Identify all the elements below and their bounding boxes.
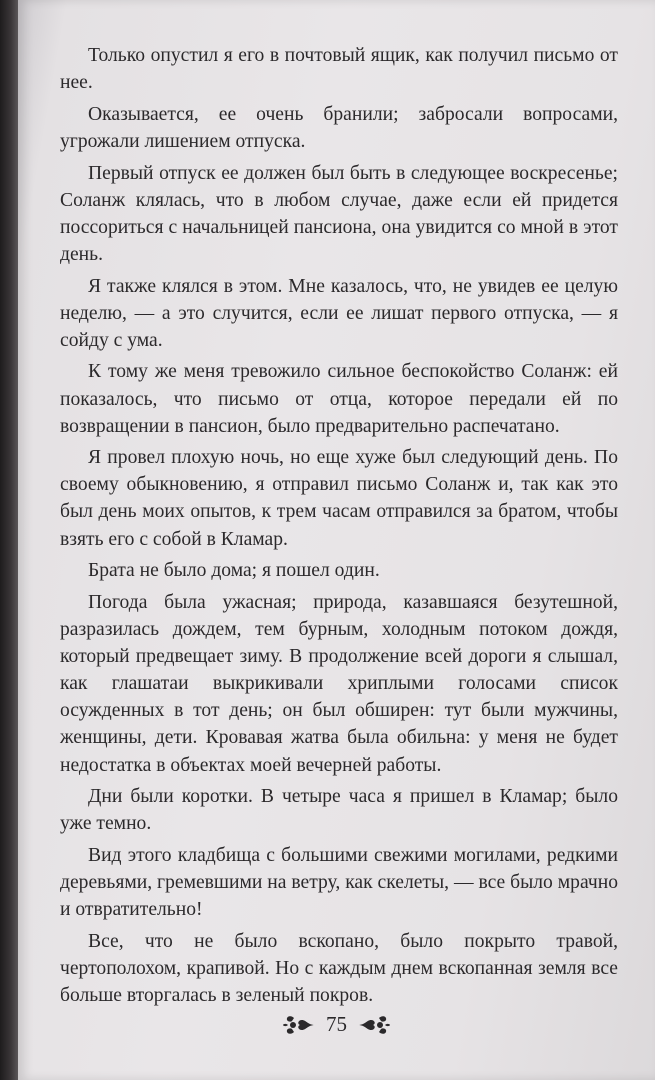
page-number: 75 [326, 1012, 347, 1036]
page-footer [18, 1012, 655, 1037]
book-page [18, 0, 655, 1080]
paragraph-10: Вид этого кладбища с большими свежими могилами, редкими деревьями, гремевшими на ветру, как скелеты, — все было мрачно и отвратительно! [60, 844, 618, 921]
fleuron-left-icon [282, 1014, 316, 1036]
fleuron-right-icon [357, 1014, 391, 1036]
paragraph-2: Оказывается, ее очень бранили; забросали вопросами, угрожали лишением отпуска. [60, 103, 618, 152]
paragraph-9: Дни были коротки. В четыре часа я пришел в Кламар; было уже темно. [60, 786, 618, 835]
paragraph-5: К тому же меня тревожило сильное беспокойство Соланж: ей показалось, что письмо от отца, которое передали ей по возвращении в пансион, было предварительно распечатано. [60, 361, 618, 437]
book-spine-edge [0, 0, 18, 1080]
paragraph-1: Только опустил я его в почтовый ящик, как получил письмо от нее. [60, 45, 618, 94]
paragraph-7: Брата не было дома; я пошел один. [88, 560, 380, 582]
body-text [60, 42, 618, 1014]
paragraph-11: Все, что не было вскопано, было покрыто травой, чертополохом, крапивой. Но с каждым днем вскопанная земля все больше вторгалась в зеленый покров. [60, 930, 618, 1007]
paragraph-8: Погода была ужасная; природа, казавшаяся безутешной, разразилась дождем, тем бурным, холодным потоком дождя, который предвещает зиму. В продолжение всей дороги я слышал, как глашатаи выкрикивали хриплыми голосами список осужденных в тот день; он был обширен: тут были мужчины, женщины, дети. Кровавая жатва была обильна: у меня не будет недостатка в объектах моей вечерней работы. [60, 591, 618, 776]
paragraph-4: Я также клялся в этом. Мне казалось, что, не увидев ее целую неделю, — а это случится, если ее лишат первого отпуска, — я сойду с ума. [60, 275, 618, 351]
paragraph-6: Я провел плохую ночь, но еще хуже был следующий день. По своему обыкновению, я отправил письмо Соланж и, так как это был день моих опытов, к трем часам отправился за братом, чтобы взять его с собой в Кламар. [60, 447, 618, 550]
paragraph-3: Первый отпуск ее должен был быть в следующее воскресенье; Соланж клялась, что в любом случае, даже если ей придется поссориться с начальницей пансиона, она увидится со мной в этот день. [60, 162, 618, 265]
